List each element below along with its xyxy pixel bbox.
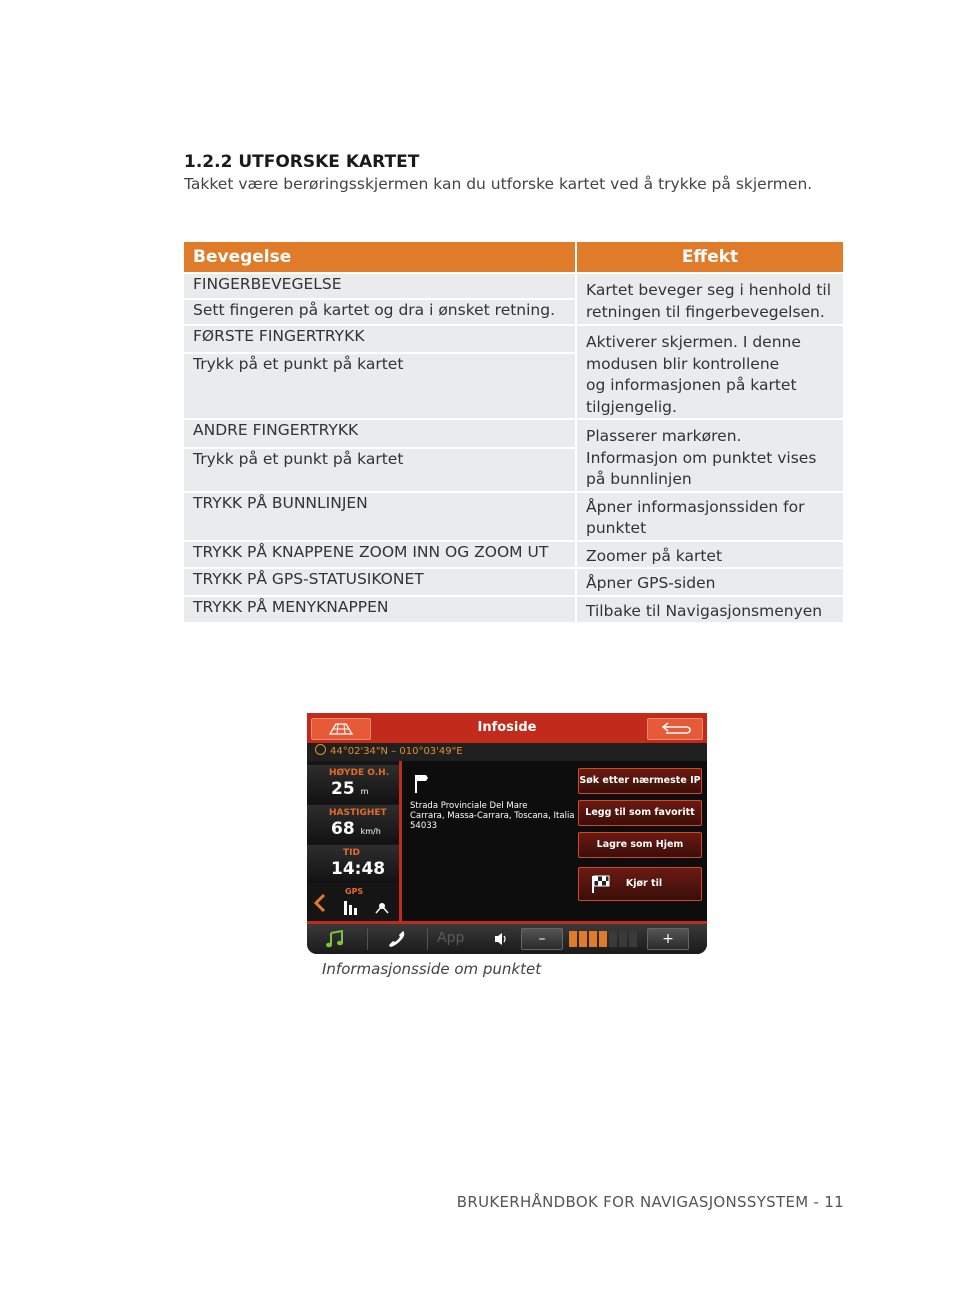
volume-up-button[interactable]: + xyxy=(647,928,689,950)
effect-cell xyxy=(576,325,843,419)
section-intro: Takket være berøringsskjermen kan du utforske kartet ved å trykke på skjermen. xyxy=(184,175,813,193)
table-row xyxy=(184,325,843,353)
music-note-icon[interactable] xyxy=(325,930,345,948)
table-row xyxy=(184,492,843,541)
effect-line: Åpner informasjonssiden for xyxy=(586,497,805,516)
gesture-name: TRYKK PÅ KNAPPENE ZOOM INN OG ZOOM UT xyxy=(184,541,576,569)
signal-bars-icon xyxy=(343,899,359,915)
gesture-name: FØRSTE FINGERTRYKK xyxy=(184,325,576,353)
table-row xyxy=(184,568,843,596)
address-line: Strada Provinciale Del Mare xyxy=(410,801,528,811)
volume-level-bar xyxy=(599,931,607,947)
volume-level-bar xyxy=(619,931,627,947)
drive-to-button[interactable] xyxy=(578,867,702,901)
effect-cell xyxy=(576,492,843,541)
checkered-flag-icon xyxy=(591,875,611,893)
header-gesture: Bevegelse xyxy=(184,242,576,273)
point-address xyxy=(410,801,575,831)
location-icon xyxy=(315,744,326,755)
effect-line: modusen blir kontrollene xyxy=(586,354,780,373)
satellite-icon xyxy=(373,899,391,915)
page-footer: BRUKERHÅNDBOK FOR NAVIGASJONSSYSTEM - 11 xyxy=(456,1193,844,1211)
gesture-name: TRYKK PÅ MENYKNAPPEN xyxy=(184,596,576,623)
volume-down-button[interactable]: – xyxy=(521,928,563,950)
volume-level-bar xyxy=(609,931,617,947)
effect-line: punktet xyxy=(586,519,647,537)
effect-line: på bunnlinjen xyxy=(586,470,692,488)
figure-caption: Informasjonsside om punktet xyxy=(322,960,542,978)
app-button[interactable]: App xyxy=(437,930,465,946)
stat-label: HASTIGHET xyxy=(329,808,387,818)
gesture-detail: Trykk på et punkt på kartet xyxy=(184,448,576,492)
phone-icon[interactable] xyxy=(387,929,407,949)
volume-level-bar xyxy=(569,931,577,947)
gps-label: GPS xyxy=(345,887,364,896)
add-favorite-button[interactable]: Legg til som favoritt xyxy=(578,800,702,826)
back-button[interactable] xyxy=(647,718,703,740)
gesture-name: TRYKK PÅ BUNNLINJEN xyxy=(184,492,576,541)
effect-cell: Tilbake til Navigasjonsmenyen xyxy=(576,596,843,623)
gesture-effect-table xyxy=(184,242,843,622)
screen-title: Infoside xyxy=(477,720,537,735)
signpost-icon xyxy=(412,771,428,793)
section-title: 1.2.2 UTFORSKE KARTET xyxy=(184,152,420,172)
gesture-detail: Sett fingeren på kartet og dra i ønsket retning. xyxy=(184,299,576,325)
gesture-name: FINGERBEVEGELSE xyxy=(184,273,576,299)
screen-top-bar xyxy=(307,713,707,743)
table-row xyxy=(184,596,843,623)
stat-value: 68 km/h xyxy=(331,819,381,839)
table-row xyxy=(184,541,843,569)
effect-line: Plasserer markøren. xyxy=(586,427,742,445)
screen-bottom-bar xyxy=(307,924,707,954)
coordinates-bar xyxy=(307,743,707,761)
effect-line: Kartet beveger seg i henhold til xyxy=(586,281,832,299)
volume-level-bar xyxy=(579,931,587,947)
drive-to-label: Kjør til xyxy=(625,878,663,889)
stat-value: 14:48 xyxy=(331,859,386,879)
address-line: 54033 xyxy=(410,821,438,831)
speed-stat xyxy=(307,805,399,843)
address-line: Carrara, Massa-Carrara, Toscana, Italia xyxy=(410,811,575,821)
point-info-panel xyxy=(402,761,707,921)
gps-status[interactable] xyxy=(307,885,399,921)
volume-level-bar xyxy=(589,931,597,947)
stat-value: 25 m xyxy=(331,779,369,799)
gesture-detail: Trykk på et punkt på kartet xyxy=(184,353,576,419)
save-as-home-button[interactable]: Lagre som Hjem xyxy=(578,832,702,858)
bar-separator xyxy=(427,928,428,950)
effect-cell xyxy=(576,273,843,325)
effect-cell xyxy=(576,419,843,492)
gesture-name: ANDRE FINGERTRYKK xyxy=(184,419,576,448)
header-effect: Effekt xyxy=(576,242,843,273)
coordinates-text: 44°02'34"N – 010°03'49"E xyxy=(330,746,463,757)
effect-line: tilgjengelig. xyxy=(586,397,677,416)
speaker-icon[interactable] xyxy=(493,931,509,947)
stats-panel xyxy=(307,761,399,921)
effect-line: retningen til fingerbevegelsen. xyxy=(586,302,825,321)
altitude-stat xyxy=(307,765,399,803)
chevron-left-icon[interactable] xyxy=(313,893,327,913)
gesture-name: TRYKK PÅ GPS-STATUSIKONET xyxy=(184,568,576,596)
time-stat xyxy=(307,845,399,883)
table-row xyxy=(184,273,843,299)
bar-separator xyxy=(367,928,368,950)
effect-line: Aktiverer skjermen. I denne xyxy=(586,333,801,351)
effect-cell: Åpner GPS-siden xyxy=(576,568,843,596)
effect-cell: Zoomer på kartet xyxy=(576,541,843,569)
stat-label: TID xyxy=(343,848,360,858)
table-header-row xyxy=(184,242,843,273)
table-row xyxy=(184,419,843,448)
nav-screenshot xyxy=(307,713,707,954)
stat-label: HØYDE O.H. xyxy=(329,768,390,778)
search-nearest-poi-button[interactable]: Søk etter nærmeste IP xyxy=(578,768,702,794)
effect-line: Informasjon om punktet vises xyxy=(586,448,817,467)
back-arrow-icon xyxy=(648,719,702,739)
effect-line: og informasjonen på kartet xyxy=(586,376,797,394)
volume-level-bar xyxy=(629,931,637,947)
